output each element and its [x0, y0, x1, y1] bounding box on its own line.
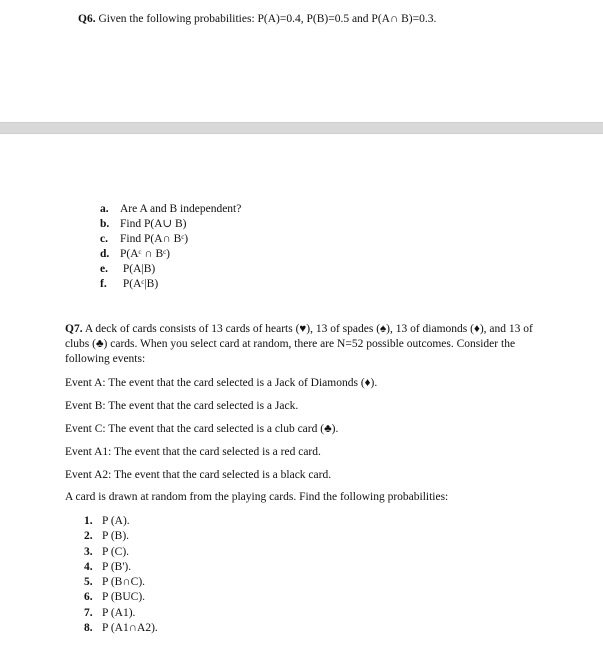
q7-item-text: P (A).: [102, 515, 130, 527]
section-divider: [0, 122, 603, 134]
q6-part-text: Find P(A∪ B): [120, 218, 187, 230]
q6-part-label: f.: [100, 278, 107, 290]
event-a2: Event A2: The event that the card selected is a black card.: [65, 469, 332, 481]
q7-item: [84, 590, 158, 605]
q7-item-number: 3.: [84, 545, 93, 558]
q6-part-text: Find P(A∩ Bᶜ): [120, 233, 189, 245]
q7-item-number: 5.: [84, 576, 93, 589]
q6-part-label: b.: [100, 218, 110, 230]
q6-part-f: [100, 277, 241, 292]
q7-item-text: P (BUC).: [102, 591, 146, 604]
q6-part-label: a.: [100, 203, 109, 215]
q7-item: [84, 514, 158, 529]
q6-part-a: [100, 202, 241, 217]
q6-text: Given the following probabilities: P(A)=0.4, P(B)=0.5 and P(A∩ B)=0.3.: [98, 13, 437, 25]
event-a: Event A: The event that the card selected is a Jack of Diamonds (♦).: [65, 377, 378, 389]
q7-intro: [65, 322, 545, 367]
q7-item-text: P (B∩C).: [102, 576, 146, 589]
q6-part-text: P(Aᶜ ∩ Bᶜ): [120, 248, 170, 260]
q6-part-e: [100, 262, 241, 277]
q7-item-number: 4.: [84, 560, 93, 573]
q7-item-text: P (A1∩A2).: [102, 622, 158, 635]
event-b: Event B: The event that the card selected is a Jack.: [65, 400, 299, 412]
q7-item-number: 1.: [84, 515, 93, 527]
q7-items-list: [84, 514, 158, 636]
q6-part-c: [100, 232, 241, 247]
q7-intro-text: A deck of cards consists of 13 cards of hearts (♥), 13 of spades (♠), 13 of diamonds (♦), and 13 of clubs (♣) cards. When you select card at random, there are N=52 possible outcomes. Consider the following events:: [65, 323, 533, 365]
q6-label: Q6.: [78, 13, 96, 25]
q7-item-text: P (A1).: [102, 606, 136, 619]
event-a1: Event A1: The event that the card selected is a red card.: [65, 446, 321, 458]
q7-instruction: A card is drawn at random from the playing cards. Find the following probabilities:: [65, 491, 449, 503]
q6-part-b: [100, 217, 241, 232]
q6-parts-list: [100, 202, 241, 292]
q6-part-label: c.: [100, 233, 108, 245]
q6-heading: [78, 12, 436, 27]
event-c: Event C: The event that the card selected is a club card (♣).: [65, 423, 339, 435]
q6-part-label: d.: [100, 248, 110, 260]
q7-item-number: 6.: [84, 591, 93, 604]
q7-item: [84, 545, 158, 560]
q7-item-text: P (B).: [102, 530, 130, 543]
q7-item: [84, 560, 158, 575]
q6-part-label: e.: [100, 263, 108, 275]
q7-item-text: P (C).: [102, 545, 130, 558]
q7-item: [84, 575, 158, 590]
q7-item: [84, 606, 158, 621]
q7-item-text: P (B').: [102, 560, 132, 573]
q7-intro-block: [65, 322, 545, 367]
q6-part-text: P(Aᶜ|B): [120, 278, 159, 290]
q7-item: [84, 621, 158, 636]
q6-part-text: P(A|B): [120, 263, 156, 275]
q7-item-number: 8.: [84, 622, 93, 635]
q7-item-number: 7.: [84, 606, 93, 619]
q7-item: [84, 529, 158, 544]
q6-part-text: Are A and B independent?: [120, 203, 242, 215]
q7-label: Q7.: [65, 323, 83, 335]
q7-item-number: 2.: [84, 530, 93, 543]
q6-part-d: [100, 247, 241, 262]
